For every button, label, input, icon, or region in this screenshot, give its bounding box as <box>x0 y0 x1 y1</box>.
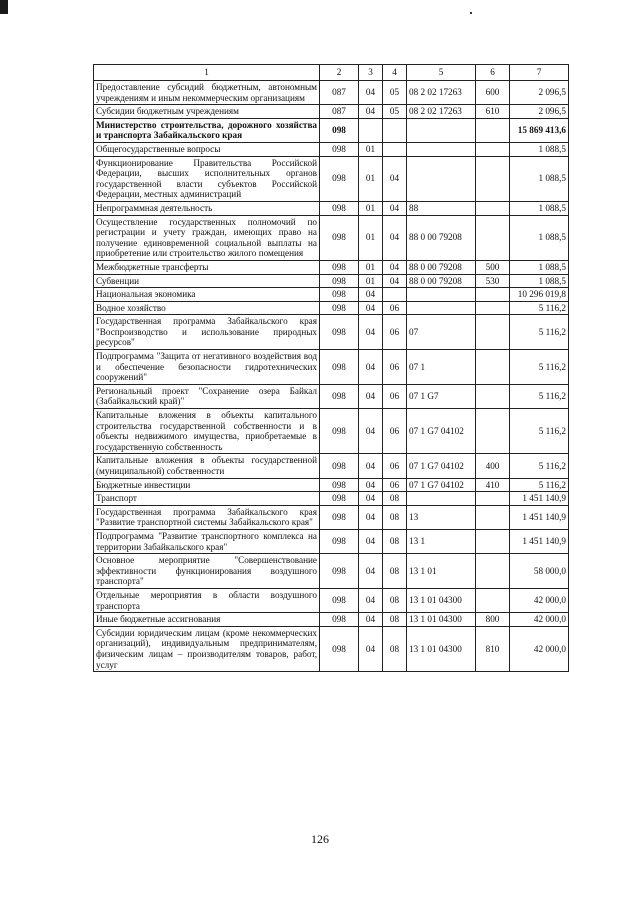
table-row <box>94 588 569 612</box>
cell-section: 01 <box>359 201 383 215</box>
cell-target-article <box>407 118 476 142</box>
cell-expense-type <box>476 492 510 506</box>
cell-target-article: 88 0 00 79208 <box>407 260 476 274</box>
cell-name: Подпрограмма "Защита от негативного воздействия вод и обеспечение безопасности гидротехнических сооружений" <box>94 350 320 385</box>
cell-target-article: 88 <box>407 201 476 215</box>
cell-section: 01 <box>359 260 383 274</box>
cell-target-article: 08 2 02 17263 <box>407 81 476 105</box>
table-row <box>94 118 569 142</box>
cell-section: 04 <box>359 105 383 119</box>
table-row <box>94 260 569 274</box>
cell-expense-type <box>476 118 510 142</box>
cell-name: Национальная экономика <box>94 288 320 302</box>
cell-section: 04 <box>359 409 383 454</box>
cell-expense-type: 610 <box>476 105 510 119</box>
cell-name: Иные бюджетные ассигнования <box>94 613 320 627</box>
cell-ministry-code: 098 <box>320 478 359 492</box>
cell-name: Субвенции <box>94 274 320 288</box>
cell-target-article: 13 1 01 04300 <box>407 626 476 671</box>
cell-target-article: 88 0 00 79208 <box>407 274 476 288</box>
cell-ministry-code: 098 <box>320 505 359 529</box>
cell-amount: 5 116,2 <box>510 384 569 408</box>
cell-expense-type <box>476 350 510 385</box>
cell-subsection: 04 <box>383 260 407 274</box>
cell-subsection: 06 <box>383 454 407 478</box>
cell-target-article: 07 1 G7 04102 <box>407 454 476 478</box>
cell-expense-type <box>476 156 510 201</box>
cell-section: 04 <box>359 478 383 492</box>
cell-name: Непрограммная деятельность <box>94 201 320 215</box>
table-row <box>94 81 569 105</box>
cell-target-article: 07 1 G7 <box>407 384 476 408</box>
cell-target-article: 07 1 G7 04102 <box>407 409 476 454</box>
budget-table <box>93 64 569 672</box>
table-row <box>94 529 569 553</box>
cell-expense-type <box>476 215 510 260</box>
cell-ministry-code: 087 <box>320 81 359 105</box>
cell-ministry-code: 098 <box>320 350 359 385</box>
cell-amount: 1 451 140,9 <box>510 492 569 506</box>
table-row <box>94 288 569 302</box>
cell-expense-type: 600 <box>476 81 510 105</box>
cell-amount: 10 296 019,8 <box>510 288 569 302</box>
cell-target-article <box>407 156 476 201</box>
cell-ministry-code: 098 <box>320 613 359 627</box>
cell-amount: 1 088,5 <box>510 201 569 215</box>
cell-name: Государственная программа Забайкальского края "Воспроизводство и использование природных ресурсов" <box>94 315 320 350</box>
cell-expense-type <box>476 384 510 408</box>
cell-name: Отдельные мероприятия в области воздушного транспорта <box>94 588 320 612</box>
cell-ministry-code: 098 <box>320 288 359 302</box>
cell-name: Субсидии юридическим лицам (кроме некоммерческих организаций), индивидуальным предпринимателям, физическим лицам – производителям товаров, работ, услуг <box>94 626 320 671</box>
cell-amount: 1 088,5 <box>510 215 569 260</box>
table-row <box>94 350 569 385</box>
cell-ministry-code: 098 <box>320 588 359 612</box>
cell-ministry-code: 098 <box>320 529 359 553</box>
cell-name: Региональный проект "Сохранение озера Байкал (Забайкальский край)" <box>94 384 320 408</box>
cell-expense-type: 400 <box>476 454 510 478</box>
cell-ministry-code: 098 <box>320 215 359 260</box>
cell-name: Транспорт <box>94 492 320 506</box>
table-row <box>94 201 569 215</box>
cell-expense-type: 810 <box>476 626 510 671</box>
cell-expense-type <box>476 142 510 156</box>
table-row <box>94 554 569 589</box>
cell-subsection: 05 <box>383 105 407 119</box>
column-header: 4 <box>383 65 407 81</box>
cell-section: 01 <box>359 274 383 288</box>
cell-amount: 5 116,2 <box>510 315 569 350</box>
cell-amount: 42 000,0 <box>510 613 569 627</box>
cell-section: 04 <box>359 588 383 612</box>
cell-section: 01 <box>359 156 383 201</box>
cell-expense-type <box>476 529 510 553</box>
cell-name: Государственная программа Забайкальского края "Развитие транспортной системы Забайкальского края" <box>94 505 320 529</box>
cell-amount: 5 116,2 <box>510 350 569 385</box>
column-header: 5 <box>407 65 476 81</box>
cell-target-article: 08 2 02 17263 <box>407 105 476 119</box>
cell-amount: 1 088,5 <box>510 156 569 201</box>
cell-amount: 5 116,2 <box>510 454 569 478</box>
cell-target-article: 13 <box>407 505 476 529</box>
cell-target-article <box>407 142 476 156</box>
cell-section: 04 <box>359 288 383 302</box>
cell-section: 04 <box>359 350 383 385</box>
cell-target-article: 13 1 01 04300 <box>407 613 476 627</box>
cell-expense-type <box>476 301 510 315</box>
table-row <box>94 626 569 671</box>
cell-section: 04 <box>359 529 383 553</box>
cell-expense-type: 410 <box>476 478 510 492</box>
cell-expense-type <box>476 201 510 215</box>
column-header: 6 <box>476 65 510 81</box>
cell-name: Водное хозяйство <box>94 301 320 315</box>
cell-subsection <box>383 142 407 156</box>
column-header: 7 <box>510 65 569 81</box>
cell-amount: 1 451 140,9 <box>510 529 569 553</box>
cell-section: 04 <box>359 454 383 478</box>
cell-ministry-code: 098 <box>320 274 359 288</box>
scan-edge-mark <box>0 0 8 14</box>
cell-ministry-code: 098 <box>320 301 359 315</box>
table-row <box>94 156 569 201</box>
cell-amount: 58 000,0 <box>510 554 569 589</box>
table-row <box>94 454 569 478</box>
table-row <box>94 409 569 454</box>
cell-section: 04 <box>359 554 383 589</box>
cell-ministry-code: 098 <box>320 260 359 274</box>
cell-ministry-code: 098 <box>320 409 359 454</box>
cell-ministry-code: 098 <box>320 626 359 671</box>
cell-amount: 5 116,2 <box>510 301 569 315</box>
cell-amount: 2 096,5 <box>510 81 569 105</box>
table-row <box>94 505 569 529</box>
cell-target-article: 13 1 01 04300 <box>407 588 476 612</box>
cell-expense-type: 530 <box>476 274 510 288</box>
cell-amount: 42 000,0 <box>510 626 569 671</box>
cell-target-article: 07 <box>407 315 476 350</box>
cell-name: Бюджетные инвестиции <box>94 478 320 492</box>
table-row <box>94 315 569 350</box>
cell-amount: 1 088,5 <box>510 274 569 288</box>
cell-expense-type <box>476 505 510 529</box>
cell-section: 04 <box>359 626 383 671</box>
cell-ministry-code: 098 <box>320 118 359 142</box>
cell-name: Министерство строительства, дорожного хозяйства и транспорта Забайкальского края <box>94 118 320 142</box>
cell-subsection: 05 <box>383 81 407 105</box>
cell-subsection: 06 <box>383 350 407 385</box>
cell-name: Предоставление субсидий бюджетным, автономным учреждениям и иным некоммерческим организациям <box>94 81 320 105</box>
cell-name: Капитальные вложения в объекты государственной (муниципальной) собственности <box>94 454 320 478</box>
table-row <box>94 142 569 156</box>
cell-ministry-code: 098 <box>320 384 359 408</box>
cell-expense-type <box>476 554 510 589</box>
cell-subsection: 08 <box>383 529 407 553</box>
cell-target-article: 13 1 <box>407 529 476 553</box>
cell-name: Межбюджетные трансферты <box>94 260 320 274</box>
cell-ministry-code: 098 <box>320 315 359 350</box>
cell-section: 04 <box>359 613 383 627</box>
cell-section: 04 <box>359 315 383 350</box>
cell-target-article: 13 1 01 <box>407 554 476 589</box>
cell-subsection <box>383 118 407 142</box>
cell-amount: 1 088,5 <box>510 142 569 156</box>
cell-expense-type: 500 <box>476 260 510 274</box>
cell-ministry-code: 098 <box>320 142 359 156</box>
cell-subsection: 08 <box>383 554 407 589</box>
cell-amount: 5 116,2 <box>510 409 569 454</box>
column-header: 1 <box>94 65 320 81</box>
cell-amount: 42 000,0 <box>510 588 569 612</box>
cell-ministry-code: 098 <box>320 554 359 589</box>
cell-subsection: 06 <box>383 409 407 454</box>
cell-ministry-code: 087 <box>320 105 359 119</box>
table-row <box>94 478 569 492</box>
cell-ministry-code: 098 <box>320 156 359 201</box>
table-row <box>94 613 569 627</box>
cell-expense-type <box>476 588 510 612</box>
cell-subsection: 08 <box>383 613 407 627</box>
cell-amount: 1 451 140,9 <box>510 505 569 529</box>
cell-expense-type <box>476 288 510 302</box>
cell-name: Функционирование Правительства Российской Федерации, высших исполнительных органов государственной власти субъектов Российской Федерации, местных администраций <box>94 156 320 201</box>
cell-subsection: 06 <box>383 301 407 315</box>
cell-amount: 2 096,5 <box>510 105 569 119</box>
cell-name: Общегосударственные вопросы <box>94 142 320 156</box>
cell-section: 04 <box>359 81 383 105</box>
cell-section <box>359 118 383 142</box>
page-number: 126 <box>311 832 329 846</box>
cell-target-article: 07 1 G7 04102 <box>407 478 476 492</box>
cell-name: Капитальные вложения в объекты капитального строительства государственной собственности и в объекты недвижимого имущества, приобретаемые в государственную собственность <box>94 409 320 454</box>
cell-amount: 5 116,2 <box>510 478 569 492</box>
table-row <box>94 301 569 315</box>
cell-section: 04 <box>359 384 383 408</box>
cell-target-article <box>407 288 476 302</box>
cell-subsection: 04 <box>383 215 407 260</box>
column-header: 3 <box>359 65 383 81</box>
cell-name: Осуществление государственных полномочий по регистрации и учету граждан, имеющих право на получение единовременной социальной выплаты на приобретение или строительство жилого помещения <box>94 215 320 260</box>
cell-amount: 15 869 413,6 <box>510 118 569 142</box>
cell-name: Основное мероприятие "Совершенствование эффективности функционирования воздушного транспорта" <box>94 554 320 589</box>
cell-section: 01 <box>359 142 383 156</box>
cell-ministry-code: 098 <box>320 454 359 478</box>
cell-subsection: 08 <box>383 505 407 529</box>
scan-speck <box>470 12 472 14</box>
cell-subsection: 06 <box>383 384 407 408</box>
cell-target-article: 07 1 <box>407 350 476 385</box>
cell-subsection: 04 <box>383 201 407 215</box>
cell-subsection: 08 <box>383 588 407 612</box>
cell-target-article <box>407 492 476 506</box>
cell-section: 01 <box>359 215 383 260</box>
cell-section: 04 <box>359 492 383 506</box>
cell-subsection: 08 <box>383 626 407 671</box>
table-row <box>94 492 569 506</box>
cell-ministry-code: 098 <box>320 492 359 506</box>
table-row <box>94 384 569 408</box>
cell-section: 04 <box>359 505 383 529</box>
cell-subsection: 04 <box>383 274 407 288</box>
cell-ministry-code: 098 <box>320 201 359 215</box>
column-header: 2 <box>320 65 359 81</box>
cell-subsection <box>383 288 407 302</box>
table-row <box>94 274 569 288</box>
cell-subsection: 04 <box>383 156 407 201</box>
cell-amount: 1 088,5 <box>510 260 569 274</box>
cell-section: 04 <box>359 301 383 315</box>
cell-target-article <box>407 301 476 315</box>
table-row <box>94 215 569 260</box>
cell-expense-type <box>476 315 510 350</box>
cell-subsection: 08 <box>383 492 407 506</box>
cell-name: Субсидии бюджетным учреждениям <box>94 105 320 119</box>
cell-expense-type <box>476 409 510 454</box>
cell-target-article: 88 0 00 79208 <box>407 215 476 260</box>
cell-expense-type: 800 <box>476 613 510 627</box>
table-row <box>94 105 569 119</box>
table-header-row <box>94 65 569 81</box>
cell-subsection: 06 <box>383 315 407 350</box>
cell-subsection: 06 <box>383 478 407 492</box>
cell-name: Подпрограмма "Развитие транспортного комплекса на территории Забайкальского края" <box>94 529 320 553</box>
